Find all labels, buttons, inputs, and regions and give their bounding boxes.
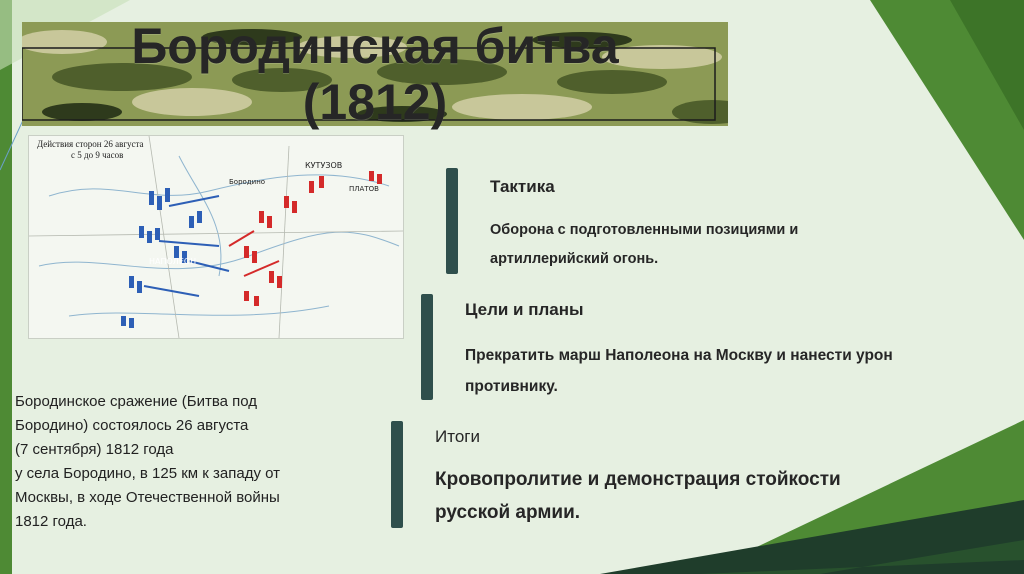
section-heading-results: Итоги	[435, 427, 480, 446]
section-marker-goals	[421, 294, 433, 400]
section-heading-goals: Цели и планы	[465, 300, 584, 319]
section-text-line: Оборона с подготовленными позициями и	[490, 222, 799, 238]
description-line: Москвы, в ходе Отечественной войны	[15, 489, 280, 506]
section-text-tactics	[490, 216, 798, 274]
map-label-platov: ПЛАТОВ	[349, 185, 379, 193]
map-caption-line-1: Действия сторон 26 августа	[37, 139, 144, 149]
section-marker-results	[391, 421, 403, 528]
section-text-line: противнику.	[465, 378, 558, 395]
section-text-results	[435, 463, 841, 529]
battle-map	[28, 135, 404, 339]
description-line: Бородинское сражение (Битва под	[15, 393, 258, 410]
title-line-2: (1812)	[302, 74, 448, 130]
title-line-1: Бородинская битва	[131, 18, 619, 74]
section-text-line: Прекратить марш Наполеона на Москву и нанести урон	[465, 347, 893, 364]
section-marker-tactics	[446, 168, 458, 274]
map-label-borodino: Бородино	[229, 178, 266, 186]
section-text-line: русской армии.	[435, 502, 581, 523]
map-label-kutuzov: КУТУЗОВ	[305, 161, 343, 170]
description-line: Бородино) состоялось 26 августа	[15, 417, 249, 434]
section-heading-tactics: Тактика	[490, 177, 555, 196]
description-line: (7 сентября) 1812 года	[15, 441, 174, 458]
page-title	[22, 18, 728, 130]
description-line: у села Бородино, в 125 км к западу от	[15, 465, 280, 482]
section-text-goals	[465, 340, 893, 402]
section-text-line: Кровопролитие и демонстрация стойкости	[435, 469, 841, 490]
section-text-line: артиллерийский огонь.	[490, 251, 659, 267]
description-line: 1812 года.	[15, 513, 87, 530]
map-caption-line-2: с 5 до 9 часов	[71, 150, 124, 160]
map-label-napoleon: НАПОЛЕОН	[149, 257, 197, 266]
battle-description	[15, 390, 355, 534]
